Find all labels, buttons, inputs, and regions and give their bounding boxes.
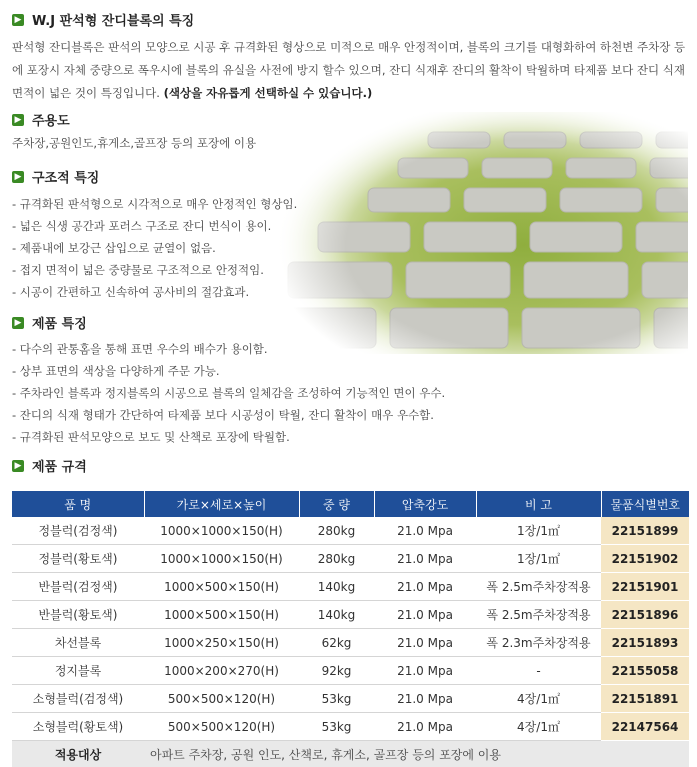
arrow-right-icon: ▶ bbox=[12, 14, 24, 26]
cell-name: 정블럭(검정색) bbox=[12, 517, 144, 545]
cell-weight: 140kg bbox=[299, 573, 374, 601]
cell-note: 폭 2.5m주차장적용 bbox=[476, 573, 601, 601]
structure-heading bbox=[12, 167, 99, 186]
cell-code: 22147564 bbox=[601, 713, 689, 741]
grass-block-photo bbox=[278, 112, 688, 354]
features-title: W.J 판석형 잔디블록의 특징 bbox=[32, 10, 194, 29]
features-heading bbox=[12, 10, 194, 29]
table-row bbox=[12, 713, 689, 741]
list-item: - 제품내에 보강근 삽입으로 균열이 없음. bbox=[12, 237, 297, 259]
col-header-code: 물품식별번호 bbox=[601, 491, 689, 517]
cell-name: 차선블록 bbox=[12, 629, 144, 657]
cell-name: 정지블록 bbox=[12, 657, 144, 685]
arrow-right-icon: ▶ bbox=[12, 317, 24, 329]
cell-strength: 21.0 Mpa bbox=[374, 685, 476, 713]
cell-code: 22151899 bbox=[601, 517, 689, 545]
list-item: - 잔디의 식재 형태가 간단하여 타제품 보다 시공성이 탁월, 잔디 활착이 매우 우수함. bbox=[12, 404, 445, 426]
table-row bbox=[12, 517, 689, 545]
table-row bbox=[12, 573, 689, 601]
cell-note: - bbox=[476, 657, 601, 685]
usage-title: 주용도 bbox=[32, 110, 70, 129]
cell-size: 500×500×120(H) bbox=[144, 685, 299, 713]
list-item: - 넓은 식생 공간과 포러스 구조로 잔디 번식이 용이. bbox=[12, 215, 297, 237]
product-heading bbox=[12, 313, 87, 332]
cell-note: 4장/1㎡ bbox=[476, 685, 601, 713]
cell-note: 폭 2.5m주차장적용 bbox=[476, 601, 601, 629]
col-header-note: 비 고 bbox=[476, 491, 601, 517]
features-highlight: (색상을 자유롭게 선택하실 수 있습니다.) bbox=[164, 86, 373, 100]
product-list bbox=[12, 338, 445, 448]
usage-text-block bbox=[12, 132, 256, 154]
list-item: - 주차라인 블록과 정지블록의 시공으로 블록의 일체감을 조성하여 기능적인 면이 우수. bbox=[12, 382, 445, 404]
cell-weight: 280kg bbox=[299, 545, 374, 573]
cell-strength: 21.0 Mpa bbox=[374, 657, 476, 685]
cell-code: 22151901 bbox=[601, 573, 689, 601]
features-body: 판석형 잔디블록은 판석의 모양으로 시공 후 규격화된 형상으로 미적으로 매우 안정적이며, 블록의 크기를 대형화하여 하천변 주차장 등에 포장시 자체 중량으로 폭우시에 블록의 유실을 사전에 방지 할수 있으며, 잔디 식재후 잔디의 활착이 탁월하며 타제품 보다 잔디 식재면적이 넓은 것이 특징입니다. bbox=[12, 40, 685, 100]
cell-note: 1장/1㎡ bbox=[476, 517, 601, 545]
apply-label: 적용대상 bbox=[12, 741, 144, 767]
cell-strength: 21.0 Mpa bbox=[374, 601, 476, 629]
col-header-weight: 중 량 bbox=[299, 491, 374, 517]
cell-note: 폭 2.3m주차장적용 bbox=[476, 629, 601, 657]
cell-weight: 53kg bbox=[299, 685, 374, 713]
spec-table bbox=[12, 491, 689, 767]
table-row bbox=[12, 657, 689, 685]
cell-size: 1000×200×270(H) bbox=[144, 657, 299, 685]
cell-size: 1000×500×150(H) bbox=[144, 573, 299, 601]
col-header-size: 가로×세로×높이 bbox=[144, 491, 299, 517]
cell-size: 1000×1000×150(H) bbox=[144, 545, 299, 573]
cell-note: 1장/1㎡ bbox=[476, 545, 601, 573]
cell-strength: 21.0 Mpa bbox=[374, 573, 476, 601]
arrow-right-icon: ▶ bbox=[12, 114, 24, 126]
cell-size: 1000×1000×150(H) bbox=[144, 517, 299, 545]
spec-title: 제품 규격 bbox=[32, 456, 87, 475]
cell-size: 1000×500×150(H) bbox=[144, 601, 299, 629]
cell-name: 반블럭(검정색) bbox=[12, 573, 144, 601]
arrow-right-icon: ▶ bbox=[12, 460, 24, 472]
list-item: - 규격화된 판석모양으로 보도 및 산책로 포장에 탁월함. bbox=[12, 426, 445, 448]
cell-weight: 62kg bbox=[299, 629, 374, 657]
structure-title: 구조적 특징 bbox=[32, 167, 99, 186]
list-item: - 상부 표면의 색상을 다양하게 주문 가능. bbox=[12, 360, 445, 382]
cell-code: 22151893 bbox=[601, 629, 689, 657]
cell-weight: 140kg bbox=[299, 601, 374, 629]
cell-weight: 92kg bbox=[299, 657, 374, 685]
list-item: - 다수의 관통홈을 통해 표면 우수의 배수가 용이함. bbox=[12, 338, 445, 360]
apply-text: 아파트 주차장, 공원 인도, 산책로, 휴게소, 골프장 등의 포장에 이용 bbox=[144, 741, 689, 767]
cell-name: 반블럭(황토색) bbox=[12, 601, 144, 629]
col-header-name: 품 명 bbox=[12, 491, 144, 517]
spec-heading bbox=[12, 456, 87, 475]
cell-weight: 280kg bbox=[299, 517, 374, 545]
cell-size: 1000×250×150(H) bbox=[144, 629, 299, 657]
table-row bbox=[12, 601, 689, 629]
cell-code: 22151896 bbox=[601, 601, 689, 629]
structure-list bbox=[12, 193, 297, 303]
cell-name: 소형블럭(황토색) bbox=[12, 713, 144, 741]
cell-strength: 21.0 Mpa bbox=[374, 713, 476, 741]
list-item: - 시공이 간편하고 신속하여 공사비의 절감효과. bbox=[12, 281, 297, 303]
table-row bbox=[12, 545, 689, 573]
col-header-strength: 압축강도 bbox=[374, 491, 476, 517]
cell-code: 22151891 bbox=[601, 685, 689, 713]
usage-text: 주차장,공원인도,휴게소,골프장 등의 포장에 이용 bbox=[12, 132, 256, 154]
features-paragraph bbox=[12, 36, 687, 105]
list-item: - 접지 면적이 넓은 중량물로 구조적으로 안정적임. bbox=[12, 259, 297, 281]
usage-heading bbox=[12, 110, 70, 129]
cell-strength: 21.0 Mpa bbox=[374, 545, 476, 573]
cell-name: 정블럭(황토색) bbox=[12, 545, 144, 573]
cell-name: 소형블럭(검정색) bbox=[12, 685, 144, 713]
list-item: - 규격화된 판석형으로 시각적으로 매우 안정적인 형상임. bbox=[12, 193, 297, 215]
cell-size: 500×500×120(H) bbox=[144, 713, 299, 741]
cell-code: 22155058 bbox=[601, 657, 689, 685]
cell-strength: 21.0 Mpa bbox=[374, 629, 476, 657]
cell-weight: 53kg bbox=[299, 713, 374, 741]
apply-row bbox=[12, 741, 689, 767]
table-row bbox=[12, 629, 689, 657]
spec-header-row bbox=[12, 491, 689, 517]
cell-strength: 21.0 Mpa bbox=[374, 517, 476, 545]
arrow-right-icon: ▶ bbox=[12, 171, 24, 183]
cell-code: 22151902 bbox=[601, 545, 689, 573]
cell-note: 4장/1㎡ bbox=[476, 713, 601, 741]
table-row bbox=[12, 685, 689, 713]
product-title: 제품 특징 bbox=[32, 313, 87, 332]
